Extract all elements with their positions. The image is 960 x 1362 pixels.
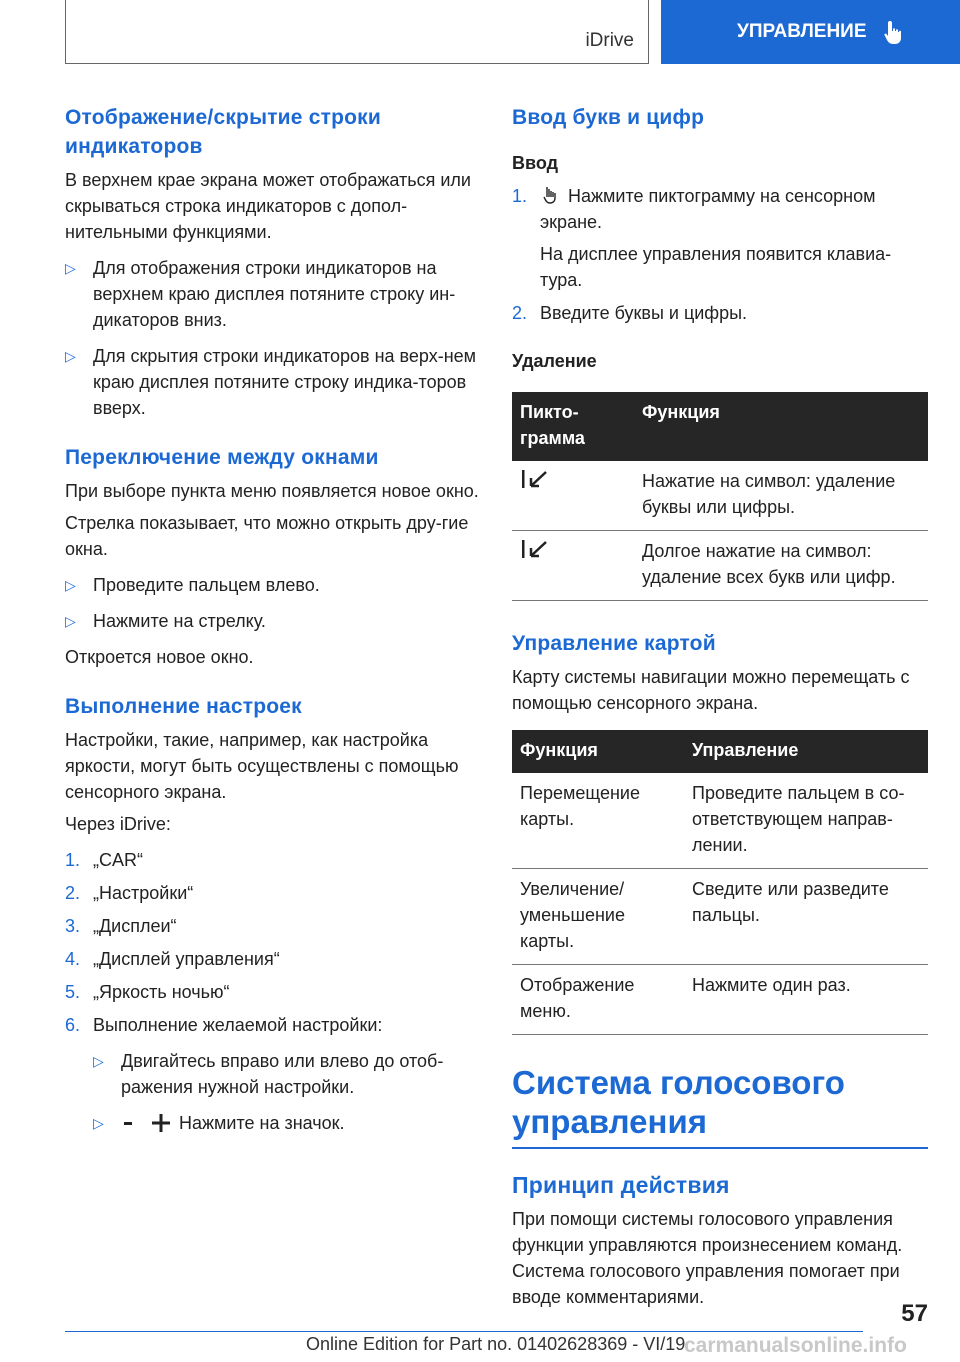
table-row (512, 965, 928, 1035)
table-cell (512, 531, 634, 601)
heading-principle: Принцип действия (512, 1172, 730, 1198)
bullet-item: ▷ Двигайтесь вправо или влево до отоб‐ражения нужной настройки. (93, 1048, 480, 1100)
heading-switch-windows: Переключение между окнами (65, 446, 379, 469)
subheading-delete: Удаление (512, 351, 597, 371)
paragraph: На дисплее управления появится клавиа‐тура. (540, 244, 892, 290)
edition-text: Online Edition for Part no. 01402628369 - VI/19 (306, 1334, 686, 1354)
subheading-input: Ввод (512, 153, 559, 173)
table-cell: Перемещение карты. (512, 773, 684, 869)
bullet-item: ▷ Для отображения строки индикаторов на верхнем краю дисплея потяните строку ин‐дикаторов вниз. (65, 255, 480, 333)
paragraph: В верхнем крае экрана может отображаться или скрываться строка индикаторов с допол‐нительными функциями. (65, 170, 471, 242)
paragraph: Карту системы навигации можно перемещать с помощью сенсорного экрана. (512, 667, 910, 713)
triangle-bullet-icon: ▷ (65, 577, 76, 593)
list-item: 2. „Настройки“ (65, 883, 194, 903)
bullet-item: ▷ Проведите пальцем влево. (65, 572, 480, 598)
triangle-bullet-icon: ▷ (65, 260, 76, 276)
touch-hand-icon (883, 19, 905, 45)
table-cell: Отображение меню. (512, 965, 684, 1035)
left-column (65, 103, 480, 1136)
paragraph: При выборе пункта меню появляется новое окно. (65, 481, 479, 501)
map-table (512, 730, 928, 1035)
triangle-bullet-icon: ▷ (93, 1053, 104, 1069)
list-item: 4. „Дисплей управления“ (65, 949, 280, 969)
table-header: Управление (684, 730, 928, 773)
table-cell: Сведите или разведите пальцы. (684, 869, 928, 965)
paragraph: Настройки, такие, например, как настройка яркости, могут быть осуществлены с помощью сенсорного экрана. (65, 730, 459, 802)
bullet-item: ▷ Для скрытия строки индикаторов на верх‐нем краю дисплея потяните строку индика‐торов вверх. (65, 343, 480, 421)
table-cell: Увеличение/уменьшение карты. (512, 869, 684, 965)
paragraph: Через iDrive: (65, 814, 171, 834)
chapter-tab (661, 0, 960, 64)
page-number: 57 (901, 1300, 928, 1327)
minus-icon (121, 1113, 135, 1133)
delete-table (512, 392, 928, 601)
chapter-label: УПРАВЛЕНИЕ (737, 21, 867, 42)
triangle-bullet-icon: ▷ (65, 613, 76, 629)
heading-rule (512, 1147, 928, 1149)
header-frame (65, 0, 649, 64)
steps-list (65, 847, 480, 1136)
footer-rule (65, 1331, 863, 1332)
table-row (512, 773, 928, 869)
table-header: Пикто‐грамма (512, 392, 634, 461)
heading-settings: Выполнение настроек (65, 695, 302, 718)
chapter-heading-voice: Система голосового управления (512, 1064, 845, 1140)
table-header: Функция (634, 392, 928, 461)
backspace-icon (520, 468, 550, 490)
plus-icon (151, 1113, 171, 1133)
list-item: 2. Введите буквы и цифры. (512, 303, 748, 323)
table-row (512, 869, 928, 965)
table-cell (512, 461, 634, 531)
right-column (512, 103, 928, 1310)
table-cell: Долгое нажатие на символ: удаление всех букв или цифр. (634, 531, 928, 601)
table-row (512, 461, 928, 531)
triangle-bullet-icon: ▷ (65, 348, 76, 364)
triangle-bullet-icon: ▷ (93, 1115, 104, 1131)
table-cell: Нажатие на символ: удаление буквы или цифры. (634, 461, 928, 531)
paragraph: Откроется новое окно. (65, 647, 254, 667)
paragraph: При помощи системы голосового управления функции управляются произнесением команд. Система голосового управления помогает при вводе комментариями. (512, 1209, 903, 1307)
section-label: iDrive (585, 30, 634, 51)
heading-map: Управление картой (512, 632, 716, 655)
heading-input: Ввод букв и цифр (512, 106, 705, 129)
bullet-item: ▷ Нажмите на значок. (93, 1110, 480, 1136)
table-cell: Проведите пальцем в со‐ответствующем направ‐лении. (684, 773, 928, 869)
list-item: 1. Нажмите пиктограмму на сенсорном экране. (512, 186, 876, 232)
backspace-icon (520, 538, 550, 560)
paragraph: Стрелка показывает, что можно открыть дру‐гие окна. (65, 513, 469, 559)
keyboard-finger-icon (540, 186, 560, 204)
list-item: 5. „Яркость ночью“ (65, 982, 230, 1002)
list-item: 3. „Дисплеи“ (65, 916, 177, 936)
bullet-item: ▷ Нажмите на стрелку. (65, 608, 480, 634)
table-cell: Нажмите один раз. (684, 965, 928, 1035)
table-row (512, 531, 928, 601)
list-item: 6. Выполнение желаемой настройки: (65, 1015, 383, 1035)
heading-indicator-bar: Отображение/скрытие строки индикаторов (65, 106, 381, 158)
watermark: carmanualsonline.info (684, 1334, 907, 1357)
list-item: 1. „CAR“ (65, 850, 143, 870)
table-header: Функция (512, 730, 684, 773)
